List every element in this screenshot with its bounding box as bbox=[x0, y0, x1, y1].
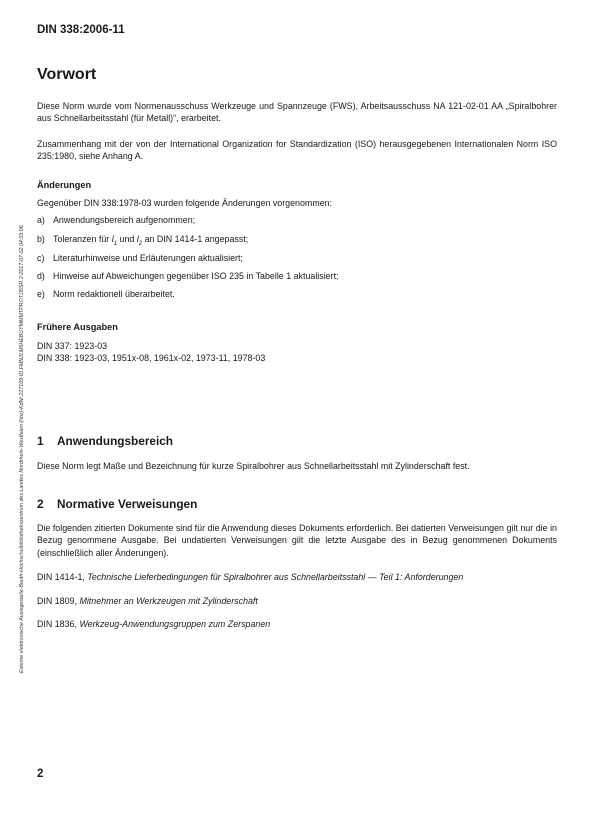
document-id: DIN 338:2006-11 bbox=[37, 24, 125, 36]
side-watermark-text: Externe elektronische Auslegestelle-Beuth-Hochschulbibliothekszentrum des Landes Nordrhein-Westfalen (hbz)-KdNr.227109-ID.FMN2LM6HEBUYMMMTPROTJI5SR.2-2017-07-02 04:03:06 bbox=[19, 225, 25, 673]
list-item bbox=[37, 289, 175, 300]
fruehere-ausgaben-heading: Frühere Ausgaben bbox=[37, 322, 118, 332]
list-text: Hinweise auf Abweichungen gegenüber ISO 235 in Tabelle 1 aktualisiert; bbox=[53, 271, 339, 281]
aenderungen-heading: Änderungen bbox=[37, 180, 92, 190]
section-title: Anwendungsbereich bbox=[57, 434, 174, 448]
section-2-heading bbox=[37, 497, 197, 511]
section-number: 1 bbox=[37, 434, 44, 448]
fruehere-ausgaben-line-2: DIN 338: 1923-03, 1951x-08, 1961x-02, 1973-11, 1978-03 bbox=[37, 353, 266, 363]
page-number: 2 bbox=[37, 768, 44, 780]
section-1-heading bbox=[37, 434, 173, 448]
list-label: d) bbox=[37, 271, 45, 281]
vorwort-paragraph-1: Diese Norm wurde vom Normenausschuss Werkzeuge und Spannzeuge (FWS), Arbeitsausschuss NA 121-02-01 AA „Spiralbohrer aus Schnellarbeitsstahl (für Metall)“, erarbeitet. bbox=[37, 101, 557, 124]
aenderungen-intro: Gegenüber DIN 338:1978-03 wurden folgende Änderungen vorgenommen: bbox=[37, 198, 333, 208]
section-title: Normative Verweisungen bbox=[57, 497, 198, 511]
list-label: a) bbox=[37, 215, 45, 225]
list-text: Anwendungsbereich aufgenommen; bbox=[53, 215, 196, 225]
list-item bbox=[37, 234, 248, 250]
vorwort-paragraph-2: Zusammenhang mit der von der International Organization for Standardization (ISO) herausgegebenen Internationalen Norm ISO 235:1980, siehe Anhang A. bbox=[37, 139, 557, 162]
symbol-l2: $l_2$ bbox=[136, 234, 143, 247]
list-text-post: an DIN 1414-1 angepasst; bbox=[142, 234, 249, 244]
list-text: Norm redaktionell überarbeitet. bbox=[53, 289, 175, 299]
section-2-text: Die folgenden zitierten Dokumente sind für die Anwendung dieses Dokuments erforderlich. Bei datierten Verweisungen gilt nur die in Bezug genommene Ausgabe. Bei undatierten Verweisungen gilt die letzte Ausgabe des in Bezug genommenen Dokuments (einschließlich aller Änderungen). bbox=[37, 523, 557, 558]
list-label: c) bbox=[37, 253, 45, 263]
symbol-l1: $l_1$ bbox=[111, 234, 118, 247]
vorwort-heading: Vorwort bbox=[37, 66, 97, 83]
list-label: b) bbox=[37, 234, 45, 244]
list-label: e) bbox=[37, 289, 45, 299]
list-item bbox=[37, 253, 243, 264]
normative-reference: DIN 1414-1, Technische Lieferbedingungen für Spiralbohrer aus Schnellarbeitsstahl — Teil 1: Anforderungen bbox=[37, 572, 464, 582]
normative-reference: DIN 1809, Mitnehmer an Werkzeugen mit Zylinderschaft bbox=[37, 596, 258, 606]
list-text-mid: und bbox=[117, 234, 137, 244]
list-text-pre: Toleranzen für bbox=[53, 234, 112, 244]
list-item bbox=[37, 271, 339, 282]
normative-reference: DIN 1836, Werkzeug-Anwendungsgruppen zum Zerspanen bbox=[37, 619, 271, 629]
list-item bbox=[37, 215, 195, 226]
fruehere-ausgaben-line-1: DIN 337: 1923-03 bbox=[37, 341, 108, 351]
section-1-text: Diese Norm legt Maße und Bezeichnung für kurze Spiralbohrer aus Schnellarbeitsstahl mit Zylinderschaft fest. bbox=[37, 461, 470, 471]
section-number: 2 bbox=[37, 497, 44, 511]
list-text: Literaturhinweise und Erläuterungen aktualisiert; bbox=[53, 253, 243, 263]
